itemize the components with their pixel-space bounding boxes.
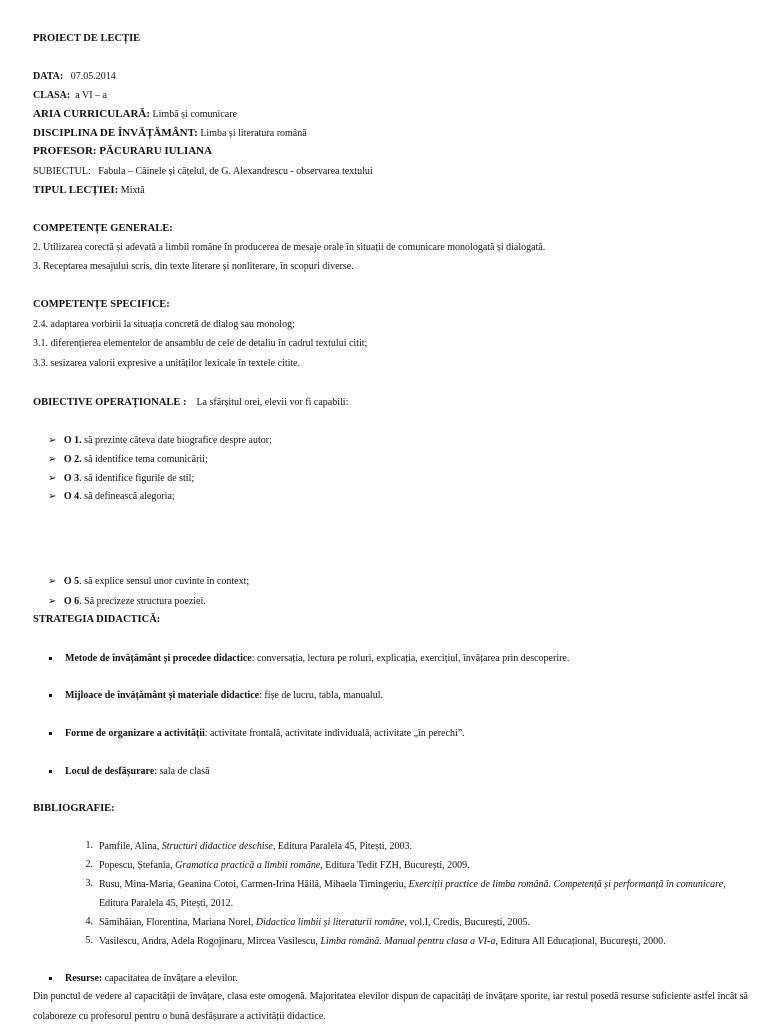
objective-item: ➢ O 1. să prezinte câteva date biografice despre autor;	[48, 435, 272, 446]
bibliography-number: 3.	[85, 878, 93, 889]
resources-label: Resurse:	[65, 973, 103, 984]
objectives-heading: OBIECTIVE OPERAȚIONALE :	[33, 397, 187, 408]
resources-paragraph: Din punctul de vedere al capacității de învățare, clasa este omogenă. Majoritatea elevilor dispun de capacități de învățare sporite, iar restul posedă resurse suficiente astfel încât să colaboreze cu profesorul pentru o bună desfășurare a activității didactice.	[33, 991, 748, 1022]
lesson-type-row: TIPUL LECȚIEI: Mixtă	[33, 184, 145, 196]
arrow-bullet-icon: ➢	[48, 576, 57, 587]
strategy-item: Forme de organizare a activității: activitate frontală, activitate individuală, activitate „în perechi”.	[49, 727, 465, 740]
objective-item: ➢ O 6. Să precizeze structura poeziei.	[48, 596, 206, 607]
strategy-item: Metode de învățământ și procedee didactice: conversația, lectura pe roluri, explicația, exercițiul, învățarea prin descoperire.	[49, 652, 569, 665]
arrow-bullet-icon: ➢	[48, 491, 57, 502]
lesson-type-label: TIPUL LECȚIEI	[33, 184, 115, 196]
square-bullet-icon	[49, 977, 52, 980]
date-row: DATA: 07.05.2014	[33, 71, 116, 82]
general-competence-item: 3. Receptarea mesajului scris, din texte literare și nonliterare, în scopuri diverse.	[33, 261, 354, 272]
discipline-value: Limba și literatura română	[200, 128, 307, 139]
bibliography-item: Popescu, Ștefania, Gramatica practică a limbii române, Editura Tedit FZH, București, 2009.	[99, 860, 470, 871]
specific-competences-heading: COMPETENȚE SPECIFICE:	[33, 299, 170, 310]
bibliography-item: Pamfile, Alina, Structuri didactice deschise, Editura Paralela 45, Pitești, 2003.	[99, 841, 413, 852]
discipline-label: DISCIPLINA DE ÎNVĂȚĂMÂNT	[33, 127, 195, 139]
square-bullet-icon	[49, 770, 52, 773]
arrow-bullet-icon: ➢	[48, 435, 57, 446]
strategy-heading: STRATEGIA DIDACTICĂ:	[33, 614, 161, 625]
objective-item: ➢ O 4. să definească alegoria;	[48, 491, 175, 502]
bibliography-number: 2.	[85, 859, 93, 870]
resources-text: capacitatea de învățare a elevilor.	[102, 973, 238, 984]
square-bullet-icon	[49, 732, 52, 735]
bibliography-number: 1.	[85, 840, 93, 851]
strategy-item: Mijloace de învățământ și materiale didactice: fișe de lucru, tabla, manualul.	[49, 689, 383, 702]
resources-row	[49, 972, 238, 985]
discipline-row: DISCIPLINA DE ÎNVĂȚĂMÂNT: Limba și literatura română	[33, 127, 307, 139]
arrow-bullet-icon: ➢	[48, 454, 57, 465]
specific-competence-item: 3.1. diferențierea elementelor de ansamblu de cele de detaliu în cadrul textului citit;	[33, 338, 368, 349]
objective-item: ➢ O 2. să identifice tema comunicării;	[48, 454, 208, 465]
square-bullet-icon	[49, 657, 52, 660]
objective-item: ➢ O 5. să explice sensul unor cuvinte în context;	[48, 576, 250, 587]
class-row: CLASA: a VI – a	[33, 90, 107, 101]
bibliography-item: Sâmihăian, Florentina, Mariana Norel, Didactica limbii și literaturii române, vol.I, Credis, București, 2005.	[99, 917, 530, 928]
subject-label: SUBIECTUL	[33, 166, 88, 177]
objectives-row	[33, 396, 348, 409]
teacher-row: PROFESOR: PĂCURARU IULIANA	[33, 145, 213, 157]
curricular-area-value: Limbă și comunicare	[152, 109, 237, 120]
bibliography-item: Rusu, Mina-Maria, Geanina Cotoi, Carmen-Irina Hăilă, Mihaela Timingeriu, Exerciții practice de limba română. Competență și performanță în comunicare, Editura Paralela 45, Pitești, 2012.	[99, 879, 726, 909]
bibliography-heading: BIBLIOGRAFIE:	[33, 803, 115, 814]
general-competences-heading: COMPETENȚE GENERALE:	[33, 223, 173, 234]
subject-row: SUBIECTUL: Fabula – Câinele și cățelul, de G. Alexandrescu - observarea textului	[33, 166, 373, 177]
bibliography-number: 5.	[85, 935, 93, 946]
bibliography-number: 4.	[85, 916, 93, 927]
curricular-area-label: ARIA CURRICULARĂ	[33, 108, 147, 120]
general-competence-item: 2. Utilizarea corectă și adevată a limbii române în producerea de mesaje orale în situații de comunicare monologată și dialogată.	[33, 242, 546, 253]
lesson-type-value: Mixtă	[120, 185, 145, 196]
arrow-bullet-icon: ➢	[48, 473, 57, 484]
square-bullet-icon	[49, 694, 52, 697]
date-value: 07.05.2014	[70, 71, 116, 82]
class-label: CLASA	[33, 90, 67, 101]
class-value: a VI – a	[75, 90, 107, 101]
date-label: DATA	[33, 71, 60, 82]
bibliography-item: Vasilescu, Andra, Adela Rogojinaru, Mircea Vasilescu, Limba română. Manual pentru clasa a VI-a, Editura All Educațional, București, 2000.	[99, 936, 666, 947]
objectives-intro: La sfârșitul orei, elevii vor fi capabili:	[196, 397, 349, 408]
arrow-bullet-icon: ➢	[48, 596, 57, 607]
strategy-item: Locul de desfășurare: sala de clasă	[49, 765, 210, 778]
objective-item: ➢ O 3. să identifice figurile de stil;	[48, 473, 195, 484]
specific-competence-item: 2.4. adaptarea vorbirii la situația concretă de dialog sau monolog;	[33, 319, 295, 330]
curricular-area-row: ARIA CURRICULARĂ: Limbă și comunicare	[33, 108, 237, 120]
specific-competence-item: 3.3. sesizarea valorii expresive a unităților lexicale în textele citite.	[33, 358, 301, 369]
page-title: PROIECT DE LECȚIE	[33, 33, 141, 44]
subject-value: Fabula – Câinele și cățelul, de G. Alexandrescu - observarea textului	[98, 166, 373, 177]
